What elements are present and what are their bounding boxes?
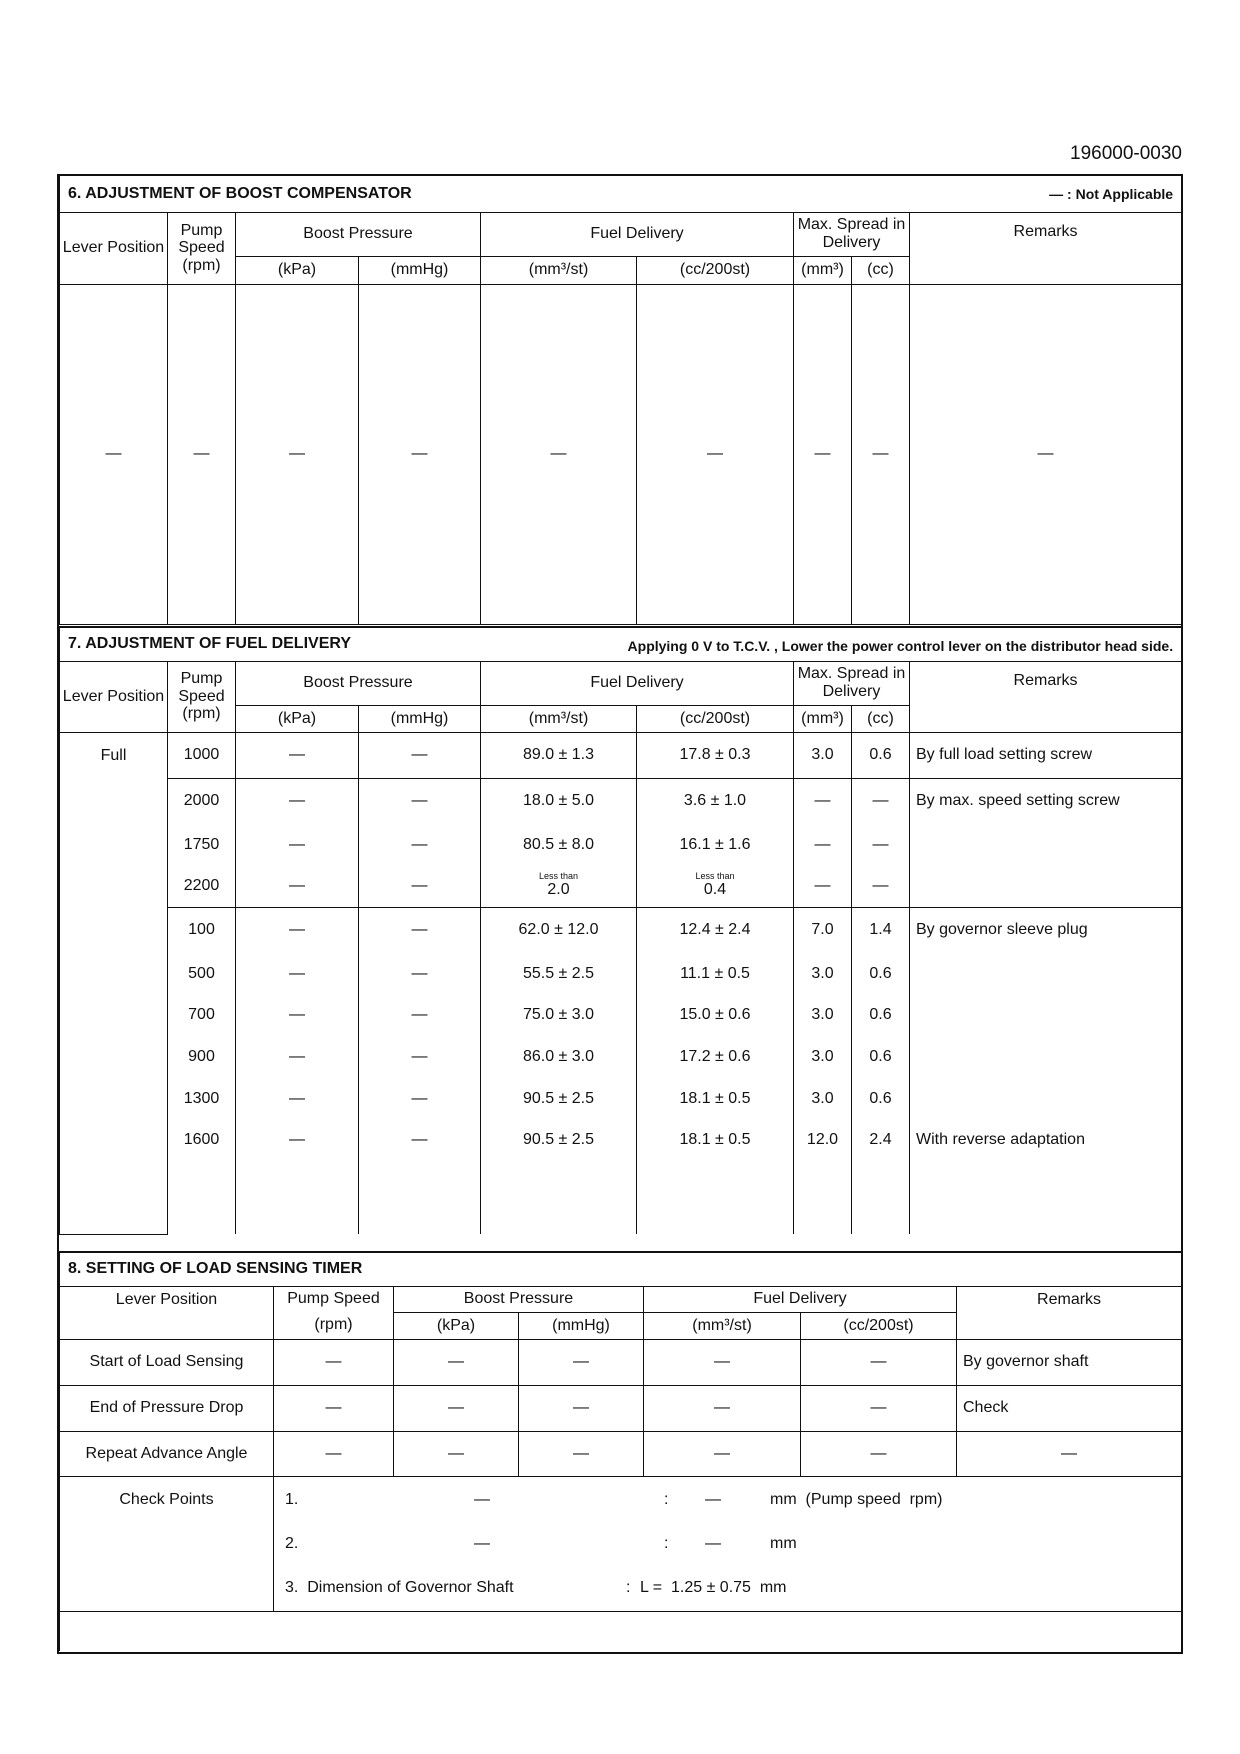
kpa-cell: — (236, 732, 359, 778)
spread-cc-cell: 0.6 (852, 994, 910, 1036)
pump-speed-cell: 900 (168, 1036, 236, 1078)
fuel-cc-value: 0.4 (703, 881, 727, 899)
unit-kpa: (kPa) (394, 1312, 519, 1339)
spread-mm3-cell: 3.0 (794, 732, 852, 778)
table-cell: — (274, 1431, 394, 1476)
pump-speed-cell: 100 (168, 907, 236, 953)
col-pump-speed: Pump Speed (rpm) (168, 212, 236, 284)
table-cell: — (236, 284, 359, 624)
spread-cc-cell: 1.4 (852, 907, 910, 953)
kpa-cell: — (236, 1078, 359, 1119)
fuel-mm3-cell: 90.5 ± 2.5 (481, 1119, 637, 1161)
remarks-cell (910, 953, 1182, 994)
unit-kpa: (kPa) (236, 705, 359, 732)
unit-mm3st: (mm³/st) (481, 256, 637, 284)
table-cell: — (801, 1385, 957, 1431)
unit-cc: (cc) (852, 256, 910, 284)
table-cell: — (359, 284, 481, 624)
table-row (60, 865, 1182, 907)
pump-speed-cell: 1300 (168, 1078, 236, 1119)
table-cell: — (394, 1339, 519, 1385)
remarks-cell (910, 1078, 1182, 1119)
fuel-cc-cell: 18.1 ± 0.5 (637, 1119, 794, 1161)
fuel-cc-cell: 12.4 ± 2.4 (637, 907, 794, 953)
check-point-3-value: L = 1.25 ± 0.75 mm (640, 1578, 787, 1596)
fuel-cc-cell: 17.8 ± 0.3 (637, 732, 794, 778)
section-6-title: 6. ADJUSTMENT OF BOOST COMPENSATOR (68, 184, 412, 202)
check-point-3-text: 3. Dimension of Governor Shaft (285, 1578, 514, 1596)
check-points-label: Check Points (60, 1476, 274, 1611)
spread-cc-cell: 0.6 (852, 953, 910, 994)
table-cell: — (60, 284, 168, 624)
pump-speed-cell: 1000 (168, 732, 236, 778)
col-remarks: Remarks (957, 1286, 1182, 1339)
fuel-mm3-cell: 75.0 ± 3.0 (481, 994, 637, 1036)
check-points-row (60, 1476, 1182, 1611)
section-7-title: 7. ADJUSTMENT OF FUEL DELIVERY (68, 635, 351, 653)
remarks-cell (910, 865, 1182, 907)
table-row (60, 1339, 1182, 1385)
spread-cc-cell: 0.6 (852, 1036, 910, 1078)
kpa-cell: — (236, 994, 359, 1036)
col-remarks: Remarks (910, 661, 1182, 732)
row-label: Repeat Advance Angle (60, 1431, 274, 1476)
unit-mmhg: (mmHg) (359, 256, 481, 284)
check-point-3-colon: : (626, 1578, 631, 1596)
kpa-cell: — (236, 1036, 359, 1078)
fuel-mm3-cell (481, 865, 637, 907)
unit-cc200st: (cc/200st) (637, 705, 794, 732)
fuel-mm3-cell: 86.0 ± 3.0 (481, 1036, 637, 1078)
spread-mm3-cell: 3.0 (794, 1078, 852, 1119)
table-row (60, 732, 1182, 778)
mmhg-cell: — (359, 953, 481, 994)
spread-cc-cell: 0.6 (852, 732, 910, 778)
spread-mm3-cell: 7.0 (794, 907, 852, 953)
remarks-cell: By max. speed setting screw (910, 778, 1182, 824)
fuel-mm3-value: 2.0 (547, 881, 570, 899)
table-row (60, 953, 1182, 994)
unit-cc: (cc) (852, 705, 910, 732)
remarks-cell (910, 994, 1182, 1036)
table-cell: — (801, 1431, 957, 1476)
section-6-header (60, 176, 1182, 212)
kpa-cell: — (236, 824, 359, 865)
mmhg-cell: — (359, 778, 481, 824)
kpa-cell: — (236, 907, 359, 953)
mmhg-cell: — (359, 865, 481, 907)
spread-cc-cell: 0.6 (852, 1078, 910, 1119)
col-remarks: Remarks (910, 212, 1182, 284)
spread-cc-cell: — (852, 824, 910, 865)
mmhg-cell: — (359, 732, 481, 778)
unit-rpm: (rpm) (274, 1312, 394, 1339)
check-point-2-num: 2. (285, 1534, 299, 1552)
lever-position-full: Full (60, 732, 168, 1234)
check-points-body (274, 1476, 1182, 1611)
col-max-spread: Max. Spread in Delivery (794, 212, 910, 256)
check-point-2-colon: : (664, 1534, 669, 1552)
fuel-cc-cell (637, 865, 794, 907)
table-row (60, 994, 1182, 1036)
col-fuel-delivery: Fuel Delivery (644, 1286, 957, 1312)
pump-speed-cell: 2000 (168, 778, 236, 824)
table-cell: — (168, 284, 236, 624)
table-cell: — (637, 284, 794, 624)
table-cell: — (274, 1339, 394, 1385)
unit-cc200st: (cc/200st) (637, 256, 794, 284)
remarks-cell: By governor sleeve plug (910, 907, 1182, 953)
fuel-mm3-cell: 89.0 ± 1.3 (481, 732, 637, 778)
pump-speed-cell: 2200 (168, 865, 236, 907)
spread-mm3-cell: 3.0 (794, 953, 852, 994)
col-lever-position: Lever Position (60, 212, 168, 284)
fuel-mm3-cell: 80.5 ± 8.0 (481, 824, 637, 865)
document-number: 196000-0030 (1070, 143, 1182, 164)
table-cell: — (852, 284, 910, 624)
col-fuel-delivery: Fuel Delivery (481, 661, 794, 705)
mmhg-cell: — (359, 907, 481, 953)
col-max-spread: Max. Spread in Delivery (794, 661, 910, 705)
remarks-cell: Check (957, 1385, 1182, 1431)
check-point-1-num: 1. (285, 1490, 299, 1508)
spread-mm3-cell: 3.0 (794, 994, 852, 1036)
pump-speed-cell: 1750 (168, 824, 236, 865)
section-7-header (60, 627, 1182, 661)
fuel-cc-cell: 18.1 ± 0.5 (637, 1078, 794, 1119)
remarks-cell (910, 824, 1182, 865)
table-cell: — (644, 1385, 801, 1431)
fuel-mm3-cell: 18.0 ± 5.0 (481, 778, 637, 824)
unit-cc200st: (cc/200st) (801, 1312, 957, 1339)
less-than-label: Less than (538, 871, 579, 882)
remarks-cell: By full load setting screw (910, 732, 1182, 778)
unit-kpa: (kPa) (236, 256, 359, 284)
section-8-table (59, 1251, 1182, 1651)
row-label: Start of Load Sensing (60, 1339, 274, 1385)
spread-cc-cell: — (852, 778, 910, 824)
col-lever-position: Lever Position (60, 661, 168, 732)
not-applicable-note: — : Not Applicable (1049, 186, 1174, 202)
fuel-cc-cell: 11.1 ± 0.5 (637, 953, 794, 994)
table-row-empty (60, 1161, 1182, 1234)
col-lever-position: Lever Position (60, 1286, 274, 1339)
check-point-1-colon: : (664, 1490, 669, 1508)
spread-mm3-cell: 3.0 (794, 1036, 852, 1078)
unit-mm3: (mm³) (794, 256, 852, 284)
fuel-cc-cell: 15.0 ± 0.6 (637, 994, 794, 1036)
unit-mm3: (mm³) (794, 705, 852, 732)
fuel-cc-cell: 16.1 ± 1.6 (637, 824, 794, 865)
fuel-mm3-cell: 90.5 ± 2.5 (481, 1078, 637, 1119)
table-row (60, 1385, 1182, 1431)
table-cell: — (481, 284, 637, 624)
section-6-row (60, 284, 1182, 624)
table-cell: — (394, 1385, 519, 1431)
table-row (60, 1078, 1182, 1119)
remarks-cell (910, 1036, 1182, 1078)
col-boost-pressure: Boost Pressure (236, 661, 481, 705)
col-boost-pressure: Boost Pressure (394, 1286, 644, 1312)
pump-speed-cell: 500 (168, 953, 236, 994)
remarks-cell: By governor shaft (957, 1339, 1182, 1385)
kpa-cell: — (236, 865, 359, 907)
check-point-1-value2: — (705, 1490, 721, 1508)
check-point-2-value: — (474, 1534, 490, 1552)
mmhg-cell: — (359, 1036, 481, 1078)
table-cell: — (394, 1431, 519, 1476)
mmhg-cell: — (359, 1078, 481, 1119)
spread-mm3-cell: — (794, 865, 852, 907)
check-point-2-unit: mm (770, 1534, 797, 1552)
unit-mmhg: (mmHg) (359, 705, 481, 732)
spread-mm3-cell: — (794, 824, 852, 865)
table-cell: — (274, 1385, 394, 1431)
mmhg-cell: — (359, 994, 481, 1036)
table-cell: — (801, 1339, 957, 1385)
col-boost-pressure: Boost Pressure (236, 212, 481, 256)
kpa-cell: — (236, 778, 359, 824)
kpa-cell: — (236, 953, 359, 994)
remarks-cell: With reverse adaptation (910, 1119, 1182, 1161)
check-point-1-value: — (474, 1490, 490, 1508)
fuel-cc-cell: 3.6 ± 1.0 (637, 778, 794, 824)
check-point-2-value2: — (705, 1534, 721, 1552)
table-row (60, 1431, 1182, 1476)
section-7-table (59, 626, 1182, 1235)
mmhg-cell: — (359, 824, 481, 865)
row-label: End of Pressure Drop (60, 1385, 274, 1431)
kpa-cell: — (236, 1119, 359, 1161)
form-frame (57, 174, 1183, 1654)
spread-mm3-cell: 12.0 (794, 1119, 852, 1161)
pump-speed-cell: 700 (168, 994, 236, 1036)
table-row (60, 778, 1182, 824)
table-row (60, 907, 1182, 953)
table-row (60, 824, 1182, 865)
unit-mm3st: (mm³/st) (644, 1312, 801, 1339)
section-6-table (59, 176, 1182, 625)
table-cell: — (519, 1339, 644, 1385)
table-cell: — (519, 1431, 644, 1476)
unit-mmhg: (mmHg) (519, 1312, 644, 1339)
fuel-cc-cell: 17.2 ± 0.6 (637, 1036, 794, 1078)
blank-row (60, 1611, 1182, 1651)
mmhg-cell: — (359, 1119, 481, 1161)
table-cell: — (644, 1431, 801, 1476)
less-than-label: Less than (695, 871, 735, 882)
section-7-condition-note: Applying 0 V to T.C.V. , Lower the power control lever on the distributor head side. (627, 638, 1174, 654)
remarks-cell: — (957, 1431, 1182, 1476)
col-pump-speed: Pump Speed (274, 1286, 394, 1312)
col-fuel-delivery: Fuel Delivery (481, 212, 794, 256)
table-cell: — (794, 284, 852, 624)
spread-mm3-cell: — (794, 778, 852, 824)
check-point-1-unit: mm (Pump speed rpm) (770, 1490, 943, 1508)
table-row (60, 1119, 1182, 1161)
table-cell: — (644, 1339, 801, 1385)
section-8-title: 8. SETTING OF LOAD SENSING TIMER (60, 1252, 1182, 1286)
col-pump-speed: Pump Speed (rpm) (168, 661, 236, 732)
spread-cc-cell: 2.4 (852, 1119, 910, 1161)
pump-speed-cell: 1600 (168, 1119, 236, 1161)
table-cell: — (519, 1385, 644, 1431)
spread-cc-cell: — (852, 865, 910, 907)
table-cell: — (910, 284, 1182, 624)
fuel-mm3-cell: 62.0 ± 12.0 (481, 907, 637, 953)
unit-mm3st: (mm³/st) (481, 705, 637, 732)
fuel-mm3-cell: 55.5 ± 2.5 (481, 953, 637, 994)
table-row (60, 1036, 1182, 1078)
